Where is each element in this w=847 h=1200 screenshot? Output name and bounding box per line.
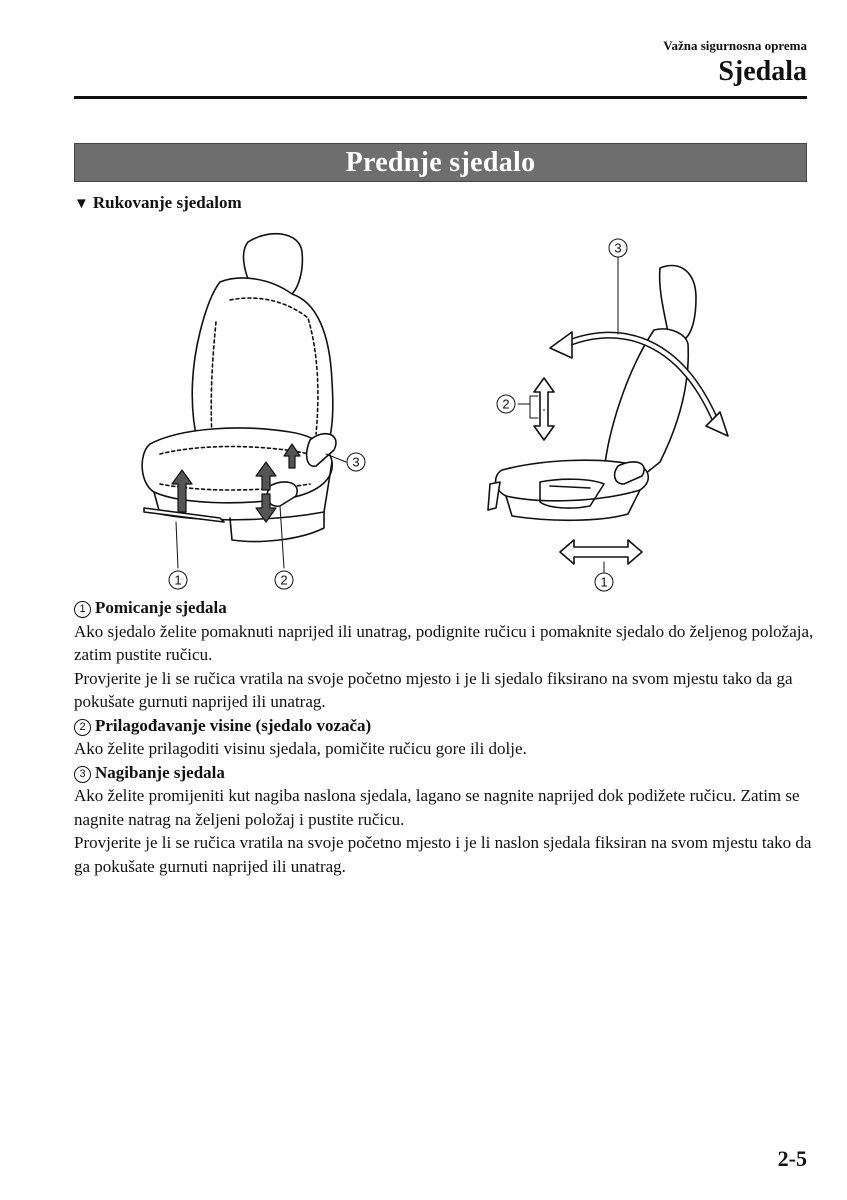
right-seat-drawing — [488, 256, 728, 572]
paragraph: Ako želite promijeniti kut nagiba naslona sjedala, lagano se nagnite naprijed dok podižete ručicu. Zatim se nagnite natrag na željeni položaj i pustite ručicu. — [74, 786, 800, 829]
left-seat-drawing — [142, 234, 346, 568]
topic-banner — [74, 143, 807, 182]
paragraph: Provjerite je li se ručica vratila na svoje početno mjesto i je li naslon sjedala fiksiran na svom mjestu tako da ga pokušate gurnuti naprijed ili unatrag. — [74, 833, 812, 876]
number-badge: 3 — [74, 766, 91, 783]
number-badge: 2 — [74, 719, 91, 736]
page-number: 2-5 — [777, 1146, 807, 1171]
callout-label-left-3: 3 — [352, 454, 360, 470]
callout-label-left-2: 2 — [280, 572, 288, 588]
section-heading-2: 2 Prilagođavanje visine (sjedalo vozača) — [74, 714, 814, 738]
callout-label-right-3: 3 — [614, 240, 622, 256]
callout-label-right-1: 1 — [600, 574, 608, 590]
paragraph: Ako želite prilagoditi visinu sjedala, pomičite ručicu gore ili dolje. — [74, 739, 527, 758]
paragraph: Provjerite je li se ručica vratila na svoje početno mjesto i je li sjedalo fiksirano na svom mjestu tako da ga pokušate gurnuti naprijed ili unatrag. — [74, 668, 793, 711]
section-title: Važna sigurnosna oprema — [663, 38, 807, 53]
header-rule — [74, 96, 807, 99]
callout-label-right-2: 2 — [502, 396, 510, 412]
seat-diagram — [120, 222, 760, 600]
banner-title: Prednje sjedalo — [345, 146, 536, 178]
number-badge: 1 — [74, 601, 91, 618]
chapter-title: Sjedala — [718, 56, 807, 87]
seat-illustration — [120, 222, 760, 600]
triangle-marker-icon: ▼ — [74, 196, 89, 212]
instructions-text — [74, 596, 814, 878]
subheading — [74, 193, 242, 213]
paragraph: Ako sjedalo želite pomaknuti naprijed ili unatrag, podignite ručicu i pomaknite sjedalo do željenog položaja, zatim pustite ručicu. — [74, 621, 814, 664]
section-heading-1: 1 Pomicanje sjedala — [74, 596, 814, 620]
section-heading-3: 3 Nagibanje sjedala — [74, 761, 814, 785]
subheading-text: Rukovanje sjedalom — [92, 193, 242, 212]
callout-label-left-1: 1 — [174, 572, 182, 588]
